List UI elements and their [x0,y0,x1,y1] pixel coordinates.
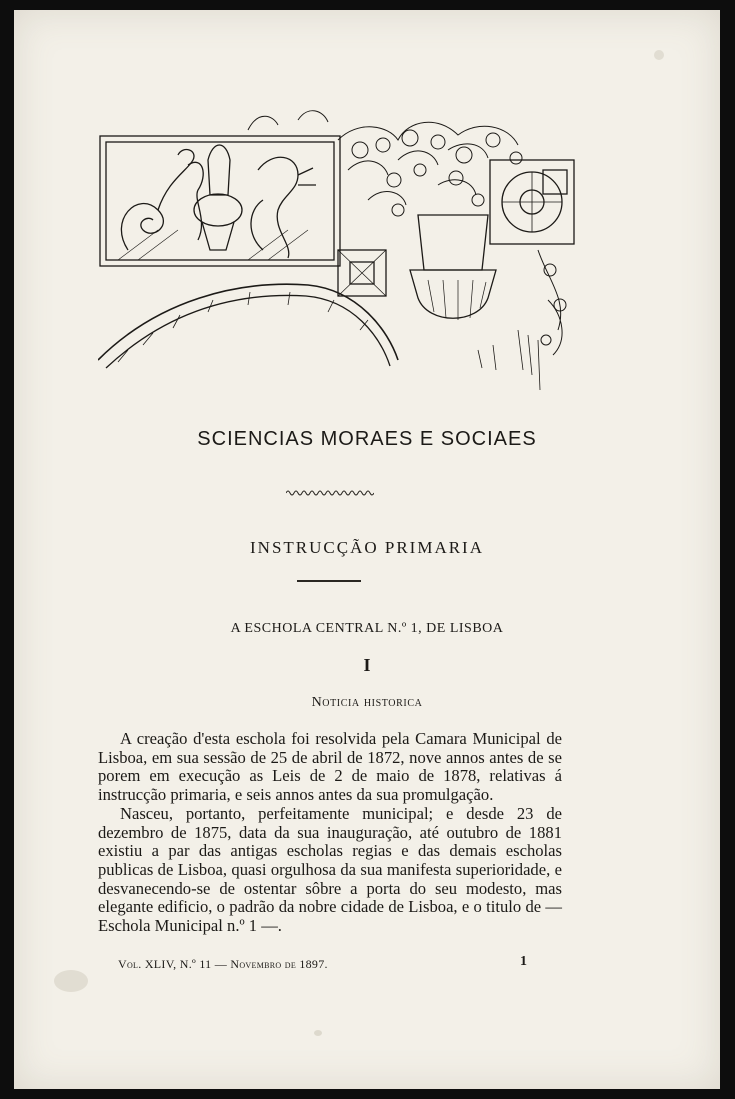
paragraph: Nasceu, portanto, perfeitamente municipal; e desde 23 de dezembro de 1875, data da sua inauguração, até outubro de 1881 existiu a par das antigas escholas regias e das demais escholas publicas de Lisboa, quasi orgulhosa da sua manifesta superioridade, e desvanecendo-se de ostentar sôbre a porta do seu modesto, mas elegante edificio, o padrão da nobre cidade de Lisboa, e o titulo de — Eschola Municipal n.º 1 —. [98,803,562,936]
article-title: A ESCHOLA CENTRAL N.º 1, DE LISBOA [230,621,504,636]
paragraph: A creação d'esta eschola foi resolvida pela Camara Municipal de Lisboa, em sua sessão de 25 de abril de 1872, nove annos antes de se porem em execução as Leis de 2 de maio de 1878, relativas á instrucção primaria, e seis annos antes da sua promulgação. [98,729,562,805]
subsection-title: INSTRUCÇÃO PRIMARIA [250,538,484,557]
headpiece-illustration [98,100,576,398]
subheading: Noticia historica [311,695,423,710]
paper-speck [654,50,664,60]
page [14,10,720,1089]
section-title: SCIENCIAS MORAES E SOCIAES [197,428,537,450]
paper-speck [314,1030,322,1036]
signature-mark: 1 [520,954,527,969]
volume-line: Vol. XLIV, N.º 11 — Novembro de 1897. [118,957,328,971]
horizontal-rule [297,580,361,582]
wavy-divider [286,489,374,497]
body-text [98,730,562,936]
chapter-number: I [363,655,371,675]
paper-speck [54,970,88,992]
